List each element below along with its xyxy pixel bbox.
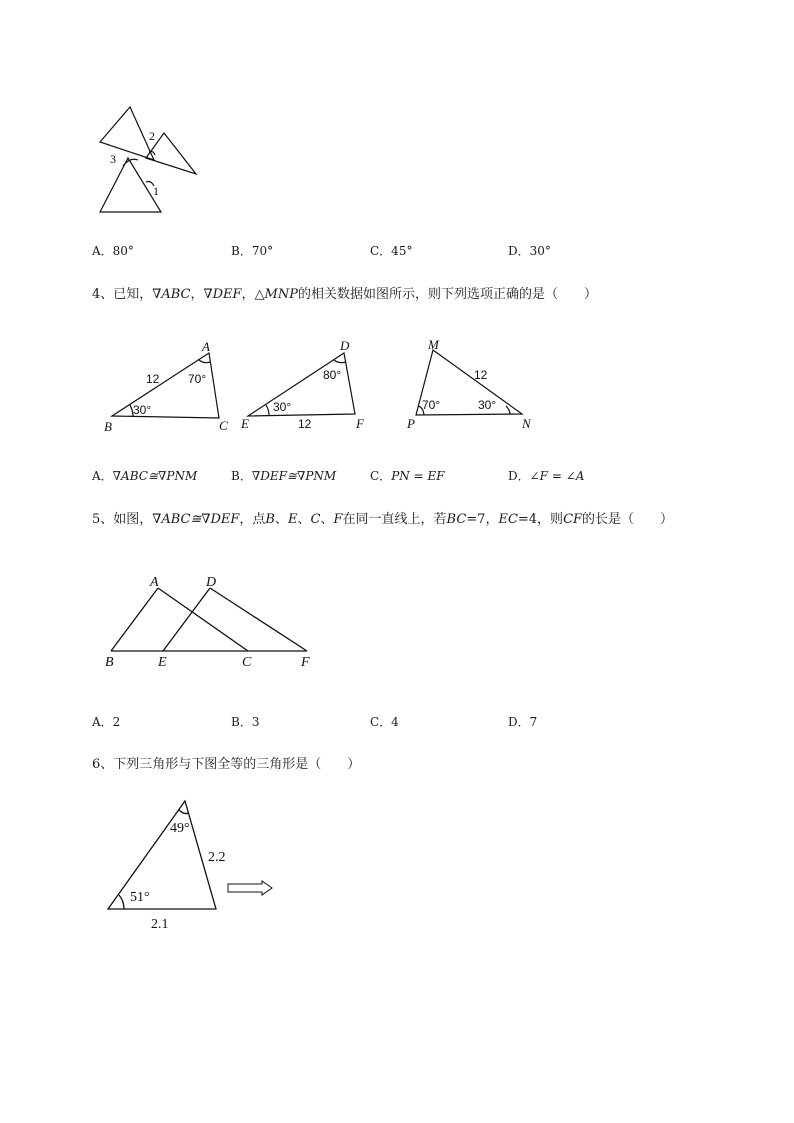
- q3-option-b[interactable]: B．70°: [231, 244, 274, 258]
- q5-text-3: B: [265, 512, 275, 527]
- q4-triangle-def: ∇DEF: [203, 287, 242, 302]
- q6-left-angle-arc: [119, 895, 124, 909]
- q3-label-1: 1: [153, 184, 159, 198]
- q5-option-c[interactable]: C．4: [370, 715, 399, 729]
- q4-angle-b-value: 30°: [133, 403, 152, 417]
- q5-text-0: 如图，: [113, 512, 153, 527]
- q5-number: 5、: [92, 512, 114, 527]
- q5-text-2: ，点: [239, 512, 266, 527]
- q4-side-ef: 12: [298, 417, 312, 431]
- q4-option-a[interactable]: [92, 467, 197, 484]
- q5-text-5: E: [288, 512, 298, 527]
- q4-angle-e-arc: [266, 405, 269, 415]
- q4-angle-e-value: 30°: [273, 400, 292, 414]
- q4-angle-n-value: 30°: [478, 398, 497, 412]
- q4-text-0: 已知，: [113, 287, 153, 302]
- q5-label-b: B: [105, 655, 114, 670]
- q4-side-mn: 12: [474, 368, 488, 382]
- q4-option-b-expr: ∇DEF≅∇PNM: [251, 469, 337, 483]
- q6-bottom-side-value: 2.1: [151, 917, 169, 932]
- q4-option-b-letter: B．: [231, 469, 252, 483]
- q5-text-16: 的长是（ ）: [582, 512, 674, 527]
- q4-vertex-c: C: [219, 418, 228, 433]
- q4-option-c-expr: PN = EF: [391, 469, 445, 483]
- q5-figure: [100, 570, 330, 670]
- q4-vertex-d: D: [340, 338, 350, 353]
- q6-text: 下列三角形与下图全等的三角形是（ ）: [113, 757, 361, 772]
- q3-figure: [96, 102, 206, 218]
- q5-text-6: 、: [297, 512, 311, 527]
- q5-text-14: =4，则: [517, 512, 564, 527]
- q5-segment-ab: [111, 588, 158, 651]
- q6-number: 6、: [92, 757, 114, 772]
- q6-right-side-value: 2.2: [208, 850, 226, 865]
- q4-figure: [98, 336, 548, 436]
- q3-option-c[interactable]: C．45°: [370, 244, 413, 258]
- q5-question-text: [92, 508, 673, 527]
- q4-angle-a-value: 70°: [188, 372, 207, 386]
- q5-text-11: BC: [446, 512, 467, 527]
- q4-angle-d-arc: [334, 360, 346, 363]
- q5-congruence: ∇ABC≅∇DEF: [152, 512, 240, 527]
- q4-vertex-e: E: [241, 416, 249, 431]
- q5-option-b[interactable]: B．3: [231, 715, 260, 729]
- q5-text-9: F: [333, 512, 343, 527]
- q4-angle-a-arc: [199, 360, 210, 363]
- q4-option-c[interactable]: [370, 467, 445, 484]
- q3-option-d[interactable]: D．30°: [508, 244, 551, 258]
- q6-left-angle-value: 51°: [130, 890, 150, 905]
- q6-top-angle-value: 49°: [170, 821, 190, 836]
- q4-option-d-letter: D．: [508, 469, 530, 483]
- q6-figure: [100, 795, 280, 935]
- q4-triangle-abc: ∇ABC: [152, 287, 191, 302]
- q4-option-a-expr: ∇ABC≅∇PNM: [112, 469, 198, 483]
- q3-label-2: 2: [149, 129, 155, 143]
- q3-top-triangle: [100, 107, 154, 160]
- q3-bottom-triangle: [100, 158, 161, 212]
- q5-text-7: C: [310, 512, 321, 527]
- q5-label-e: E: [158, 655, 167, 670]
- q4-angle-n-arc: [506, 406, 510, 414]
- q5-text-10: 在同一直线上，若: [342, 512, 447, 527]
- q4-vertex-m: M: [428, 337, 439, 352]
- q3-label-3: 3: [110, 152, 116, 166]
- q5-label-d: D: [206, 575, 217, 590]
- q4-vertex-b: B: [104, 419, 112, 434]
- q3-option-a[interactable]: A．80°: [92, 244, 134, 258]
- q5-label-c: C: [242, 655, 252, 670]
- q5-text-15: CF: [563, 512, 583, 527]
- q4-text-4: ，: [241, 287, 255, 302]
- q4-text-6: 的相关数据如图所示，则下列选项正确的是（ ）: [298, 287, 598, 302]
- q4-number: 4、: [92, 287, 114, 302]
- q4-option-b[interactable]: [231, 467, 336, 484]
- q4-angle-d-value: 80°: [323, 368, 342, 382]
- q5-segment-df: [210, 588, 307, 651]
- q5-option-d[interactable]: D．7: [508, 715, 538, 729]
- q4-vertex-p: P: [407, 416, 415, 431]
- q5-text-4: 、: [274, 512, 288, 527]
- q4-vertex-n: N: [522, 416, 531, 431]
- q4-side-ab: 12: [146, 372, 160, 386]
- q5-option-a[interactable]: A．2: [92, 715, 121, 729]
- q4-option-d-expr: ∠F = ∠A: [529, 469, 585, 483]
- q6-arrow-icon: [228, 881, 272, 895]
- q6-question-text: [92, 753, 360, 772]
- q4-angle-p-value: 70°: [422, 398, 441, 412]
- q4-vertex-a: A: [202, 339, 210, 354]
- q4-triangle-mnp: △MNP: [254, 287, 298, 302]
- q5-text-8: 、: [320, 512, 334, 527]
- q5-text-12: =7，: [466, 512, 499, 527]
- q5-text-13: EC: [498, 512, 518, 527]
- q6-triangle: [108, 801, 216, 909]
- q4-vertex-f: F: [356, 416, 364, 431]
- q5-label-f: F: [301, 655, 310, 670]
- q5-label-a: A: [150, 575, 159, 590]
- q4-option-c-letter: C．: [370, 469, 392, 483]
- q4-option-a-letter: A．: [92, 469, 113, 483]
- q4-option-d[interactable]: [508, 467, 584, 484]
- q4-question-text: [92, 283, 597, 302]
- q4-text-2: ，: [190, 287, 204, 302]
